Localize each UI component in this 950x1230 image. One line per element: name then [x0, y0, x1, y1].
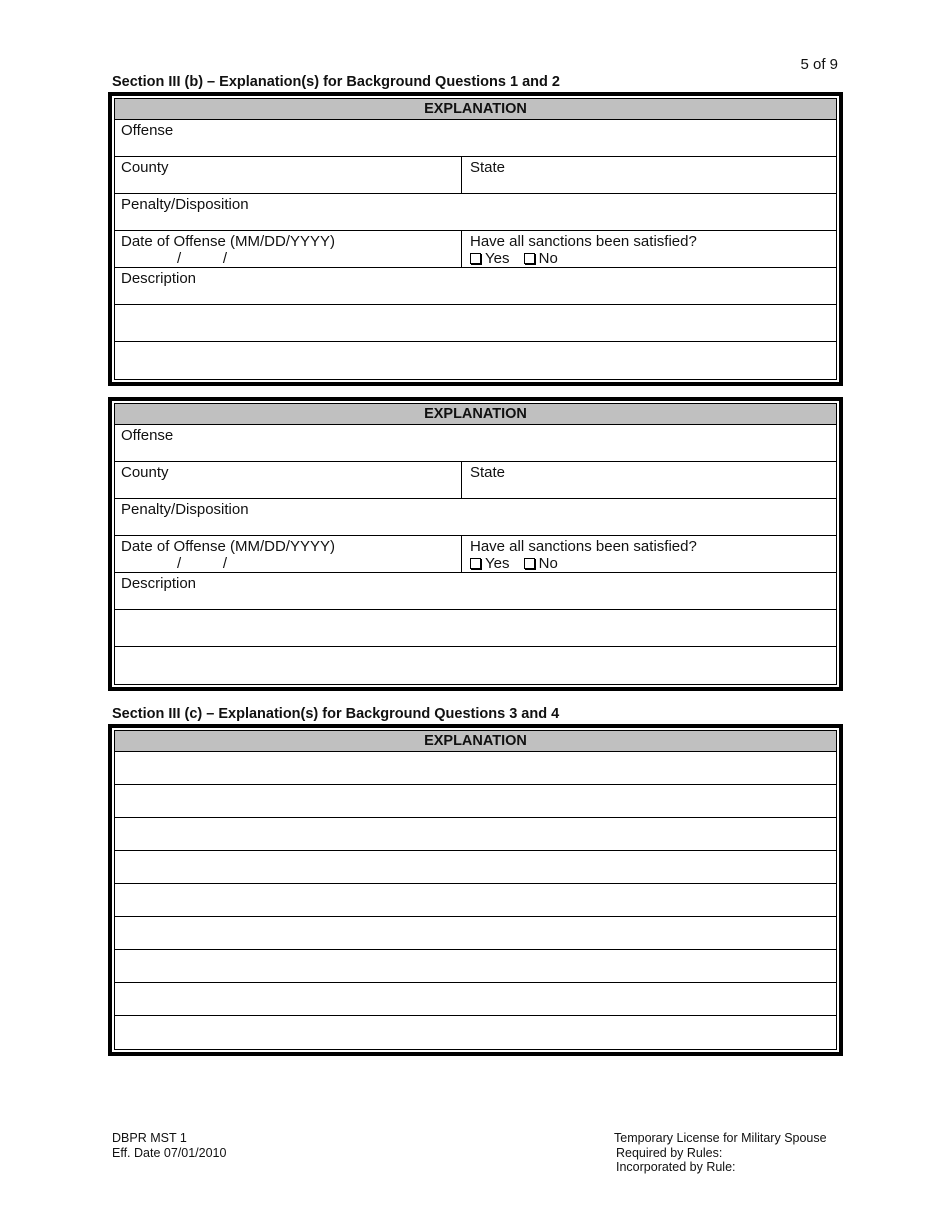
county-state-row [115, 462, 836, 499]
explanation-block-2 [108, 397, 843, 691]
description-row [115, 268, 836, 305]
county-field[interactable] [115, 157, 462, 193]
date-sanctions-row [115, 231, 836, 268]
footer-left [112, 1131, 226, 1160]
offense-label: Offense [121, 427, 174, 444]
incorporated-by-rule: Incorporated by Rule: [616, 1160, 736, 1174]
explanation-line[interactable] [115, 752, 836, 785]
offense-field[interactable] [115, 120, 836, 156]
no-label: No [538, 555, 558, 572]
page-number: 5 of 9 [800, 56, 838, 73]
offense-field[interactable] [115, 425, 836, 461]
description-field[interactable] [115, 573, 836, 609]
date-of-offense-field[interactable] [115, 536, 462, 572]
description-line[interactable] [115, 647, 836, 684]
no-option[interactable] [524, 250, 558, 267]
offense-row [115, 120, 836, 157]
date-of-offense-field[interactable] [115, 231, 462, 267]
description-label: Description [121, 270, 197, 287]
explanation-line[interactable] [115, 884, 836, 917]
state-field[interactable] [462, 157, 836, 193]
county-state-row [115, 157, 836, 194]
form-title: Temporary License for Military Spouse [614, 1131, 827, 1145]
penalty-field[interactable] [115, 194, 836, 230]
explanation-header: EXPLANATION [115, 99, 836, 120]
state-label: State [470, 464, 506, 481]
penalty-row [115, 499, 836, 536]
offense-label: Offense [121, 122, 174, 139]
explanation-line[interactable] [115, 983, 836, 1016]
county-field[interactable] [115, 462, 462, 498]
effective-date: Eff. Date 07/01/2010 [112, 1145, 227, 1160]
date-slashes: / / [177, 555, 228, 572]
form-id: DBPR MST 1 [112, 1131, 187, 1145]
yes-label: Yes [485, 555, 510, 572]
yes-label: Yes [485, 250, 510, 267]
sanctions-field [462, 536, 836, 572]
yes-checkbox[interactable] [470, 558, 481, 569]
no-label: No [538, 250, 558, 267]
yes-option[interactable] [470, 555, 509, 572]
footer-right [614, 1131, 827, 1175]
description-label: Description [121, 575, 197, 592]
description-line[interactable] [115, 342, 836, 379]
section-c-title: Section III (c) – Explanation(s) for Background Questions 3 and 4 [112, 706, 560, 722]
description-field[interactable] [115, 268, 836, 304]
explanation-line[interactable] [115, 917, 836, 950]
yes-checkbox[interactable] [470, 253, 481, 264]
state-label: State [470, 159, 506, 176]
explanation-line[interactable] [115, 851, 836, 884]
section-b-title: Section III (b) – Explanation(s) for Background Questions 1 and 2 [112, 74, 560, 90]
no-checkbox[interactable] [524, 558, 535, 569]
state-field[interactable] [462, 462, 836, 498]
explanation-block-1 [108, 92, 843, 386]
sanctions-label: Have all sanctions been satisfied? [470, 538, 697, 555]
explanation-line[interactable] [115, 1016, 836, 1049]
date-label: Date of Offense (MM/DD/YYYY) [121, 538, 335, 555]
description-row [115, 573, 836, 610]
date-label: Date of Offense (MM/DD/YYYY) [121, 233, 335, 250]
explanation-line[interactable] [115, 818, 836, 851]
penalty-label: Penalty/Disposition [121, 196, 249, 213]
penalty-row [115, 194, 836, 231]
no-checkbox[interactable] [524, 253, 535, 264]
yes-option[interactable] [470, 250, 509, 267]
description-line[interactable] [115, 610, 836, 647]
explanation-line[interactable] [115, 950, 836, 983]
explanation-line[interactable] [115, 785, 836, 818]
explanation-header: EXPLANATION [115, 404, 836, 425]
explanation-header: EXPLANATION [115, 731, 836, 752]
no-option[interactable] [524, 555, 558, 572]
penalty-field[interactable] [115, 499, 836, 535]
description-line[interactable] [115, 305, 836, 342]
penalty-label: Penalty/Disposition [121, 501, 249, 518]
sanctions-field [462, 231, 836, 267]
required-by-rules: Required by Rules: [616, 1145, 723, 1160]
sanctions-label: Have all sanctions been satisfied? [470, 233, 697, 250]
county-label: County [121, 159, 169, 176]
offense-row [115, 425, 836, 462]
date-slashes: / / [177, 250, 228, 267]
date-sanctions-row [115, 536, 836, 573]
explanation-block-3 [108, 724, 843, 1056]
county-label: County [121, 464, 169, 481]
